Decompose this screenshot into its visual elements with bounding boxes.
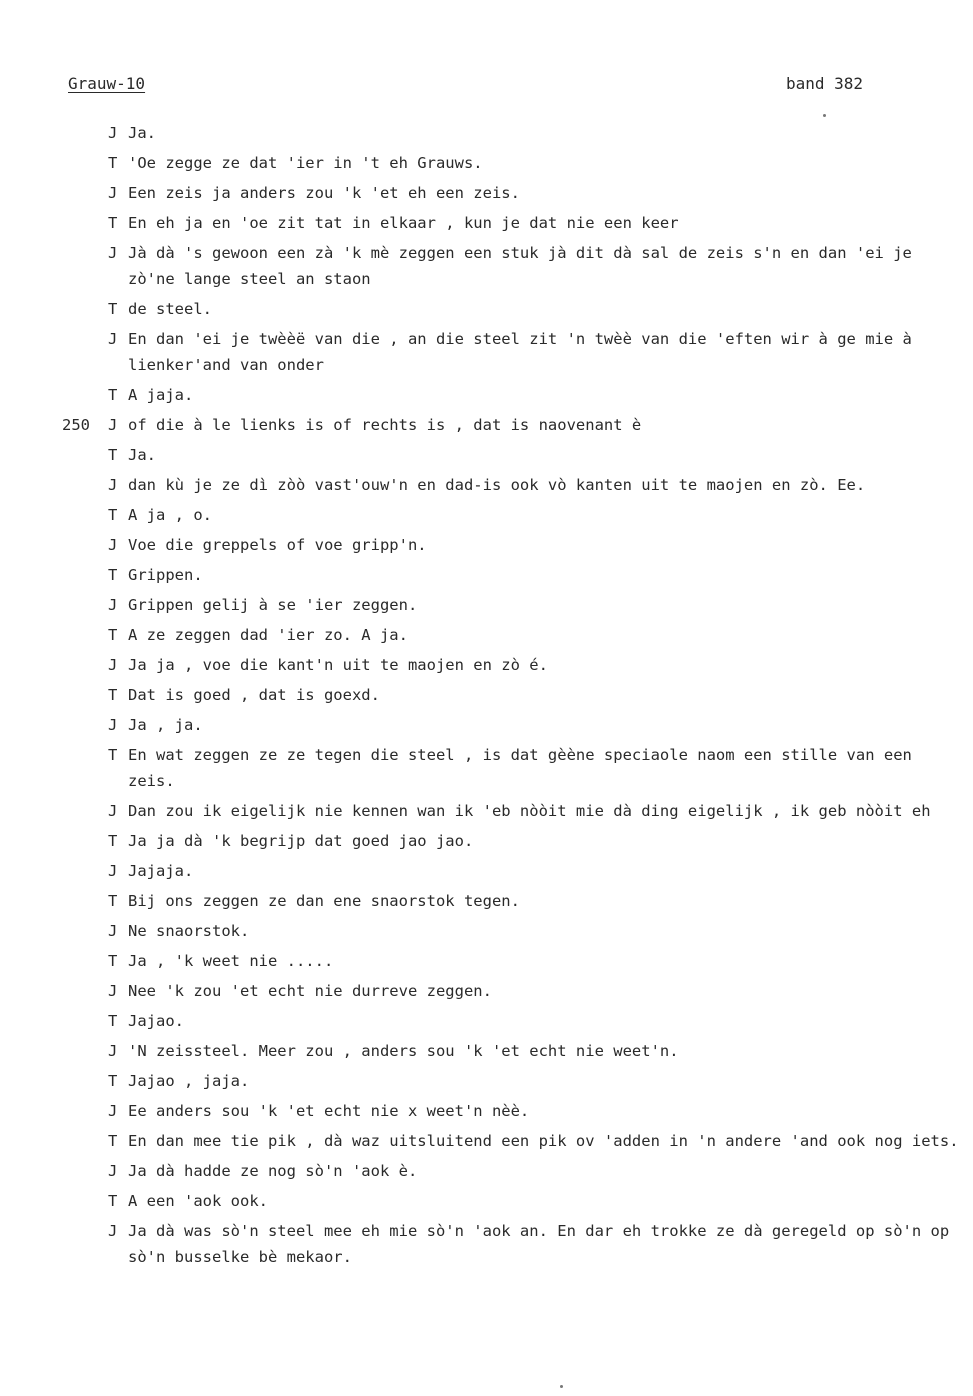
transcript-line <box>62 326 967 378</box>
transcript-line <box>62 1218 967 1270</box>
speaker-label: T <box>108 154 118 172</box>
utterance-text: Jajaja. <box>128 862 194 880</box>
utterance-text: Jà dà 's gewoon een zà 'k mè zeggen een stuk jà dit dà sal de zeis s'n en dan 'ei je zò'ne lange steel an staon <box>128 244 912 288</box>
speaker-label: T <box>108 1072 118 1090</box>
utterance-text: En dan 'ei je twèèë van die , an die steel zit 'n twèè van die 'eften wir à ge mie à lienker'and van onder <box>128 330 912 374</box>
tape-number: band 382 <box>785 74 863 93</box>
utterance-text: 'N zeissteel. Meer zou , anders sou 'k 'et echt nie weet'n. <box>128 1042 679 1060</box>
speaker-label: T <box>108 214 118 232</box>
speaker-label: J <box>108 716 118 734</box>
speaker-label: J <box>108 862 118 880</box>
speaker-label: T <box>108 1192 118 1210</box>
utterance-text: Jajao , jaja. <box>128 1072 250 1090</box>
utterance-text: Bij ons zeggen ze dan ene snaorstok tegen. <box>128 892 520 910</box>
speaker-label: T <box>108 300 118 318</box>
speaker-label: J <box>108 184 118 202</box>
speaker-label: J <box>108 1222 118 1240</box>
utterance-text: Ja dà was sò'n steel mee eh mie sò'n 'aok an. En dar eh trokke ze dà geregeld op sò'n op sò'n busselke bè mekaor. <box>128 1222 950 1266</box>
transcript-line <box>62 296 967 322</box>
speaker-label: J <box>108 1042 118 1060</box>
utterance-text: 'Oe zegge ze dat 'ier in 't eh Grauws. <box>128 154 483 172</box>
transcript-line <box>62 210 967 236</box>
speck-mark <box>823 114 826 117</box>
transcript-line <box>62 1038 967 1064</box>
speaker-label: T <box>108 1132 118 1150</box>
speaker-label: T <box>108 686 118 704</box>
speaker-label: J <box>108 596 118 614</box>
transcript-line <box>62 562 967 588</box>
utterance-text: En dan mee tie pik , dà waz uitsluitend een pik ov 'adden in 'n andere 'and ook nog iets. <box>128 1132 959 1150</box>
speaker-label: J <box>108 656 118 674</box>
transcript-line <box>62 502 967 528</box>
speaker-label: J <box>108 802 118 820</box>
document-code: Grauw-10 <box>68 74 146 93</box>
transcript-line <box>62 682 967 708</box>
speaker-label: J <box>108 982 118 1000</box>
transcript-line <box>62 472 967 498</box>
speaker-label: T <box>108 1012 118 1030</box>
transcript-line <box>62 798 967 824</box>
transcript-line <box>62 1068 967 1094</box>
utterance-text: Ja ja , voe die kant'n uit te maojen en zò é. <box>128 656 548 674</box>
speaker-label: T <box>108 446 118 464</box>
transcript-line <box>62 382 967 408</box>
utterance-text: Grippen gelij à se 'ier zeggen. <box>128 596 418 614</box>
speaker-label: T <box>108 952 118 970</box>
transcript-line <box>62 240 967 292</box>
utterance-text: Een zeis ja anders zou 'k 'et eh een zeis. <box>128 184 520 202</box>
utterance-text: A ze zeggen dad 'ier zo. A ja. <box>128 626 408 644</box>
speaker-label: J <box>108 536 118 554</box>
utterance-text: Ja. <box>128 446 156 464</box>
utterance-text: dan kù je ze dì zòò vast'ouw'n en dad-is ook vò kanten uit te maojen en zò. Ee. <box>128 476 866 494</box>
speaker-label: J <box>108 476 118 494</box>
utterance-text: En eh ja en 'oe zit tat in elkaar , kun je dat nie een keer <box>128 214 679 232</box>
speaker-label: J <box>108 922 118 940</box>
transcript-line <box>62 150 967 176</box>
line-number: 250 <box>62 416 90 434</box>
transcript-line <box>62 978 967 1004</box>
transcript-line <box>62 412 967 438</box>
utterance-text: Dan zou ik eigelijk nie kennen wan ik 'eb nòòit mie dà ding eigelijk , ik geb nòòit eh <box>128 802 931 820</box>
transcript-line <box>62 1188 967 1214</box>
utterance-text: Ja , 'k weet nie ..... <box>128 952 334 970</box>
speaker-label: T <box>108 386 118 404</box>
speaker-label: T <box>108 626 118 644</box>
speaker-label: J <box>108 244 118 262</box>
transcript-line <box>62 858 967 884</box>
transcript-line <box>62 948 967 974</box>
utterance-text: Ja , ja. <box>128 716 203 734</box>
utterance-text: A ja , o. <box>128 506 212 524</box>
speaker-label: T <box>108 746 118 764</box>
utterance-text: de steel. <box>128 300 212 318</box>
speaker-label: T <box>108 832 118 850</box>
utterance-text: Dat is goed , dat is goexd. <box>128 686 380 704</box>
transcript-line <box>62 1128 967 1154</box>
speaker-label: J <box>108 124 118 142</box>
utterance-text: of die à le lienks is of rechts is , dat is naovenant è <box>128 416 642 434</box>
transcript-line <box>62 652 967 678</box>
speaker-label: T <box>108 892 118 910</box>
transcript-line <box>62 712 967 738</box>
transcript-line <box>62 442 967 468</box>
transcript-lines <box>62 120 967 1274</box>
speaker-label: J <box>108 330 118 348</box>
transcript-line <box>62 1158 967 1184</box>
speck-mark <box>560 1385 563 1388</box>
utterance-text: Ee anders sou 'k 'et echt nie x weet'n nèè. <box>128 1102 530 1120</box>
speaker-label: J <box>108 1102 118 1120</box>
utterance-text: Ja. <box>128 124 156 142</box>
transcript-line <box>62 622 967 648</box>
utterance-text: Grippen. <box>128 566 203 584</box>
transcript-line <box>62 918 967 944</box>
speaker-label: J <box>108 416 118 434</box>
transcript-line <box>62 1098 967 1124</box>
transcript-line <box>62 888 967 914</box>
transcript-line <box>62 120 967 146</box>
transcript-line <box>62 532 967 558</box>
utterance-text: En wat zeggen ze ze tegen die steel , is dat gèène speciaole naom een stille van een zeis. <box>128 746 912 790</box>
utterance-text: Nee 'k zou 'et echt nie durreve zeggen. <box>128 982 492 1000</box>
speaker-label: T <box>108 566 118 584</box>
speaker-label: J <box>108 1162 118 1180</box>
utterance-text: Ja dà hadde ze nog sò'n 'aok è. <box>128 1162 418 1180</box>
transcript-line <box>62 180 967 206</box>
transcript-line <box>62 592 967 618</box>
utterance-text: A een 'aok ook. <box>128 1192 268 1210</box>
utterance-text: Jajao. <box>128 1012 184 1030</box>
transcript-line <box>62 828 967 854</box>
utterance-text: A jaja. <box>128 386 194 404</box>
transcript-line <box>62 742 967 794</box>
transcript-line <box>62 1008 967 1034</box>
utterance-text: Ne snaorstok. <box>128 922 250 940</box>
utterance-text: Ja ja dà 'k begrijp dat goed jao jao. <box>128 832 474 850</box>
utterance-text: Voe die greppels of voe gripp'n. <box>128 536 427 554</box>
speaker-label: T <box>108 506 118 524</box>
